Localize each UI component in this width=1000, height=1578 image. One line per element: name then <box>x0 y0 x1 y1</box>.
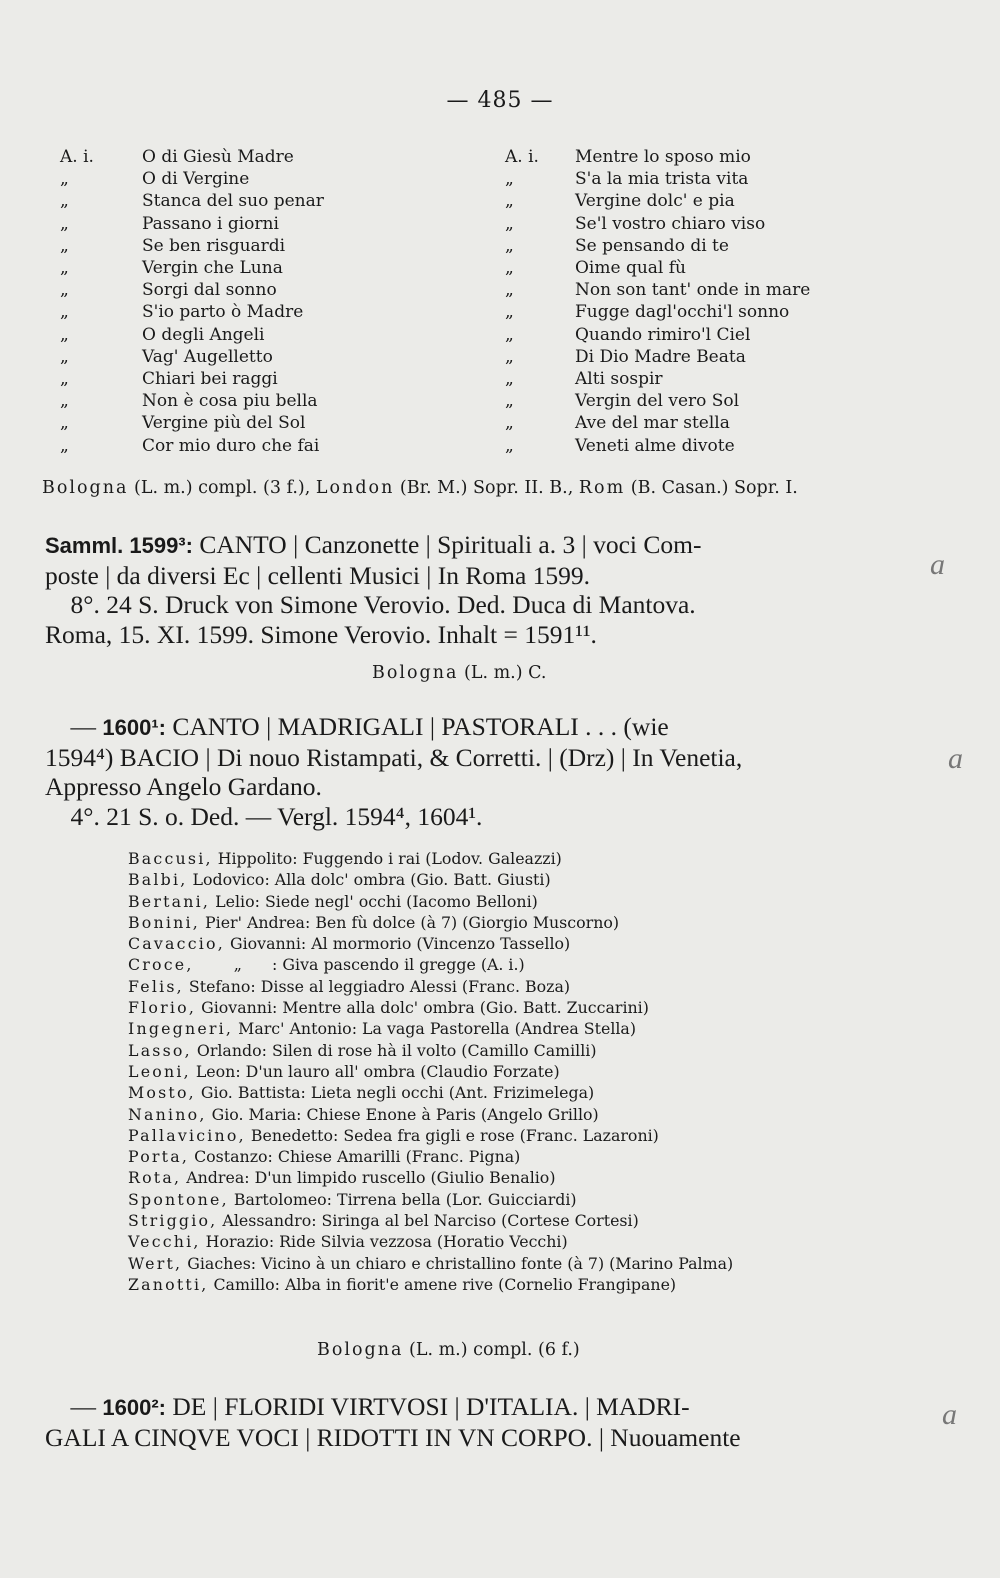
row-marker: „ <box>505 413 514 434</box>
credit-detail: Costanzo: Chiese Amarilli (Franc. Pigna) <box>189 1147 521 1167</box>
locations-line-1 <box>42 478 798 498</box>
song-title: O di Vergine <box>142 169 250 190</box>
title-row <box>505 190 810 212</box>
song-title: Vergin che Luna <box>142 258 283 279</box>
credit-detail: Orlando: Silen di rose hà il volto (Camillo Camilli) <box>191 1040 597 1060</box>
title-row <box>505 213 810 235</box>
song-title: S'a la mia trista vita <box>575 169 749 190</box>
composer-surname: Baccusi, <box>128 849 213 868</box>
credit-detail: Marc' Antonio: La vaga Pastorella (Andrea Stella) <box>233 1019 637 1039</box>
song-title: Passano i giorni <box>142 213 279 234</box>
row-marker: „ <box>505 324 514 345</box>
location-city: Bologna <box>372 663 459 683</box>
song-title: Vergin del vero Sol <box>575 391 740 412</box>
credit-detail: Camillo: Alba in fiorit'e amene rive (Cornelio Frangipane) <box>208 1274 677 1294</box>
title-row <box>505 279 810 301</box>
margin-note: a <box>948 742 963 775</box>
left-title-list <box>60 146 324 457</box>
row-marker: „ <box>60 413 69 434</box>
location-library: (L. m.) C. <box>464 663 547 683</box>
song-title: Veneti alme divote <box>575 435 735 456</box>
song-title: Se'l vostro chiaro viso <box>575 213 766 234</box>
title-row <box>60 324 324 346</box>
song-title: O degli Angeli <box>142 324 265 345</box>
row-marker: „ <box>505 369 514 390</box>
locations-line-3 <box>317 1340 580 1360</box>
row-marker: „ <box>60 169 69 190</box>
song-title: Stanca del suo penar <box>142 191 324 212</box>
credit-line <box>128 1018 733 1039</box>
row-marker: „ <box>505 302 514 323</box>
credit-detail: Giaches: Vicino à un chiaro e christallino fonte (à 7) (Marino Palma) <box>182 1253 734 1273</box>
credit-line <box>128 1231 733 1252</box>
row-marker: „ <box>60 391 69 412</box>
row-marker: „ <box>505 235 514 256</box>
credit-detail: Giovanni: Al mormorio (Vincenzo Tassello) <box>224 934 571 954</box>
composer-surname: Rota, <box>128 1168 182 1188</box>
composer-surname: Florio, <box>128 998 197 1018</box>
credit-line <box>128 1082 733 1103</box>
credit-line <box>128 1189 733 1210</box>
row-marker: „ <box>505 280 514 301</box>
credit-detail: Gio. Battista: Lieta negli occhi (Ant. Frizimelega) <box>195 1083 595 1103</box>
row-marker: „ <box>60 191 69 212</box>
credit-line <box>128 891 733 912</box>
row-marker: A. i. <box>505 147 539 167</box>
song-title: Alti sospir <box>575 369 663 390</box>
composer-surname: Spontone, <box>128 1189 229 1209</box>
location-city: Rom <box>578 478 626 498</box>
composer-surname: Leoni, <box>128 1061 191 1081</box>
credit-line <box>128 976 733 997</box>
page-number: — 485 — <box>446 88 554 113</box>
credit-detail: Leon: D'un lauro all' ombra (Claudio Forzate) <box>190 1061 560 1081</box>
credit-detail: Giovanni: Mentre alla dolc' ombra (Gio. Batt. Zuccarini) <box>196 998 649 1018</box>
title-row <box>60 146 324 168</box>
composer-surname: Balbi, <box>128 870 188 890</box>
song-title: Se pensando di te <box>575 235 729 256</box>
credit-line <box>128 997 733 1018</box>
entry-line: 4°. 21 S. o. Ded. — Vergl. 1594⁴, 1604¹. <box>45 801 483 831</box>
title-row <box>60 279 324 301</box>
title-row <box>60 213 324 235</box>
credit-line <box>128 1253 733 1274</box>
row-marker: „ <box>505 391 514 412</box>
song-title: Sorgi dal sonno <box>142 280 277 301</box>
entry-label: 1600²: <box>102 1395 166 1420</box>
location-city: London <box>315 478 395 498</box>
credit-line <box>128 1167 733 1188</box>
composer-surname: Zanotti, <box>128 1274 209 1294</box>
right-title-list <box>505 146 810 457</box>
entry-label: Samml. 1599³: <box>45 533 193 558</box>
credit-detail: Hippolito: Fuggendo i rai (Lodov. Galeazzi) <box>212 849 562 868</box>
composer-surname: Porta, <box>128 1147 190 1167</box>
title-row <box>505 412 810 434</box>
song-title: Di Dio Madre Beata <box>575 346 746 367</box>
title-row <box>505 168 810 190</box>
location-library: (L. m.) compl. (6 f.) <box>409 1340 580 1360</box>
song-title: Cor mio duro che fai <box>142 435 320 456</box>
song-title: Vergine dolc' e pia <box>575 191 735 212</box>
entry-label: 1600¹: <box>102 715 166 740</box>
title-row <box>60 190 324 212</box>
title-row <box>505 257 810 279</box>
margin-note: a <box>942 1398 957 1431</box>
credit-detail: „ : Giva pascendo il gregge (A. i.) <box>193 955 525 975</box>
song-title: O di Giesù Madre <box>142 147 294 167</box>
title-row <box>505 146 810 168</box>
row-marker: „ <box>505 169 514 190</box>
row-marker: „ <box>60 346 69 367</box>
credit-detail: Lelio: Siede negl' occhi (Iacomo Belloni) <box>210 891 538 911</box>
credit-line <box>128 1040 733 1061</box>
composer-credits <box>128 848 733 1295</box>
composer-surname: Ingegneri, <box>128 1019 234 1039</box>
composer-surname: Lasso, <box>128 1040 192 1060</box>
row-marker: „ <box>60 435 69 456</box>
credit-detail: Benedetto: Sedea fra gigli e rose (Franc. Lazaroni) <box>245 1125 659 1145</box>
title-row <box>505 368 810 390</box>
credit-line <box>128 933 733 954</box>
credit-line <box>128 1104 733 1125</box>
location-library: (Br. M.) Sopr. II. B., <box>399 478 574 498</box>
row-marker: „ <box>505 258 514 279</box>
row-marker: „ <box>60 369 69 390</box>
title-row <box>60 346 324 368</box>
title-row <box>505 301 810 323</box>
title-row <box>60 435 324 457</box>
credit-detail: Andrea: D'un limpido ruscello (Giulio Benalio) <box>181 1168 556 1188</box>
credit-line <box>128 954 733 975</box>
row-marker: „ <box>60 213 69 234</box>
composer-surname: Wert, <box>128 1253 183 1273</box>
credit-line <box>128 869 733 890</box>
row-marker: „ <box>505 435 514 456</box>
location-library: (B. Casan.) Sopr. I. <box>630 478 798 498</box>
entry-1600-1 <box>45 712 905 831</box>
entry-line: GALI A CINQVE VOCI | RIDOTTI IN VN CORPO. | Nuouamente <box>45 1422 741 1452</box>
title-row <box>60 412 324 434</box>
entry-line: Appresso Angelo Gardano. <box>45 772 322 801</box>
credit-line <box>128 1125 733 1146</box>
song-title: Oime qual fù <box>575 258 687 279</box>
title-row <box>505 324 810 346</box>
credit-detail: Horazio: Ride Silvia vezzosa (Horatio Vecchi) <box>200 1232 568 1252</box>
entry-line: Roma, 15. XI. 1599. Simone Verovio. Inhalt = 1591¹¹. <box>45 619 597 649</box>
credit-detail: Gio. Maria: Chiese Enone à Paris (Angelo Grillo) <box>206 1104 599 1124</box>
credit-line <box>128 912 733 933</box>
title-row <box>60 168 324 190</box>
title-row <box>60 301 324 323</box>
credit-line <box>128 848 733 869</box>
song-title: Fugge dagl'occhi'l sonno <box>575 302 790 323</box>
title-row <box>60 390 324 412</box>
entry-1600-2 <box>45 1392 905 1452</box>
song-title: Ave del mar stella <box>575 413 730 434</box>
row-marker: „ <box>60 258 69 279</box>
entry-line: Samml. 1599³: CANTO | Canzonette | Spirituali a. 3 | voci Com- <box>45 530 702 559</box>
locations-line-2 <box>372 663 546 683</box>
credit-line <box>128 1210 733 1231</box>
credit-detail: Alessandro: Siringa al bel Narciso (Cortese Cortesi) <box>217 1211 639 1231</box>
entry-line: 1594⁴) BACIO | Di nouo Ristampati, & Corretti. | (Drz) | In Venetia, <box>45 742 743 772</box>
credit-detail: Lodovico: Alla dolc' ombra (Gio. Batt. Giusti) <box>187 870 551 890</box>
title-row <box>60 368 324 390</box>
song-title: S'io parto ò Madre <box>142 302 304 323</box>
composer-surname: Bertani, <box>128 891 211 911</box>
composer-surname: Bonini, <box>128 912 200 932</box>
credit-detail: Bartolomeo: Tirrena bella (Lor. Guicciardi) <box>228 1189 577 1209</box>
row-marker: „ <box>505 213 514 234</box>
song-title: Non son tant' onde in mare <box>575 280 811 301</box>
credit-line <box>128 1274 733 1295</box>
composer-surname: Pallavicino, <box>128 1125 246 1145</box>
credit-detail: Pier' Andrea: Ben fù dolce (à 7) (Giorgio Muscorno) <box>200 912 620 932</box>
song-title: Se ben risguardi <box>142 235 286 256</box>
title-row <box>505 346 810 368</box>
credit-line <box>128 1061 733 1082</box>
location-city: Bologna <box>317 1340 404 1360</box>
entry-line: poste | da diversi Ec | cellenti Musici | In Roma 1599. <box>45 560 591 590</box>
credit-line <box>128 1146 733 1167</box>
entry-line: — 1600¹: CANTO | MADRIGALI | PASTORALI . . . (wie <box>45 712 669 741</box>
song-title: Vergine più del Sol <box>142 413 306 434</box>
composer-surname: Striggio, <box>128 1211 218 1231</box>
location-library: (L. m.) compl. (3 f.), <box>134 478 311 498</box>
credit-detail: Stefano: Disse al leggiadro Alessi (Franc. Boza) <box>183 976 571 996</box>
row-marker: „ <box>60 280 69 301</box>
entry-line: 8°. 24 S. Druck von Simone Verovio. Ded. Duca di Mantova. <box>45 590 696 619</box>
composer-surname: Felis, <box>128 976 184 996</box>
title-row <box>505 390 810 412</box>
song-title: Non è cosa piu bella <box>142 391 318 412</box>
song-title: Chiari bei raggi <box>142 369 278 390</box>
entry-1599 <box>45 530 905 649</box>
row-marker: A. i. <box>60 147 94 167</box>
song-title: Quando rimiro'l Ciel <box>575 324 751 345</box>
composer-surname: Croce, <box>128 955 194 975</box>
row-marker: „ <box>60 302 69 323</box>
song-title: Vag' Augelletto <box>142 346 273 367</box>
title-row <box>60 235 324 257</box>
row-marker: „ <box>505 346 514 367</box>
title-row <box>60 257 324 279</box>
row-marker: „ <box>60 235 69 256</box>
composer-surname: Cavaccio, <box>128 934 225 954</box>
entry-line: — 1600²: DE | FLORIDI VIRTVOSI | D'ITALIA. | MADRI- <box>45 1392 690 1421</box>
title-row <box>505 235 810 257</box>
margin-note: a <box>930 548 945 581</box>
location-city: Bologna <box>42 478 129 498</box>
composer-surname: Mosto, <box>128 1083 196 1103</box>
row-marker: „ <box>60 324 69 345</box>
row-marker: „ <box>505 191 514 212</box>
composer-surname: Nanino, <box>128 1104 207 1124</box>
song-title: Mentre lo sposo mio <box>575 147 751 167</box>
composer-surname: Vecchi, <box>128 1232 201 1252</box>
title-row <box>505 435 810 457</box>
